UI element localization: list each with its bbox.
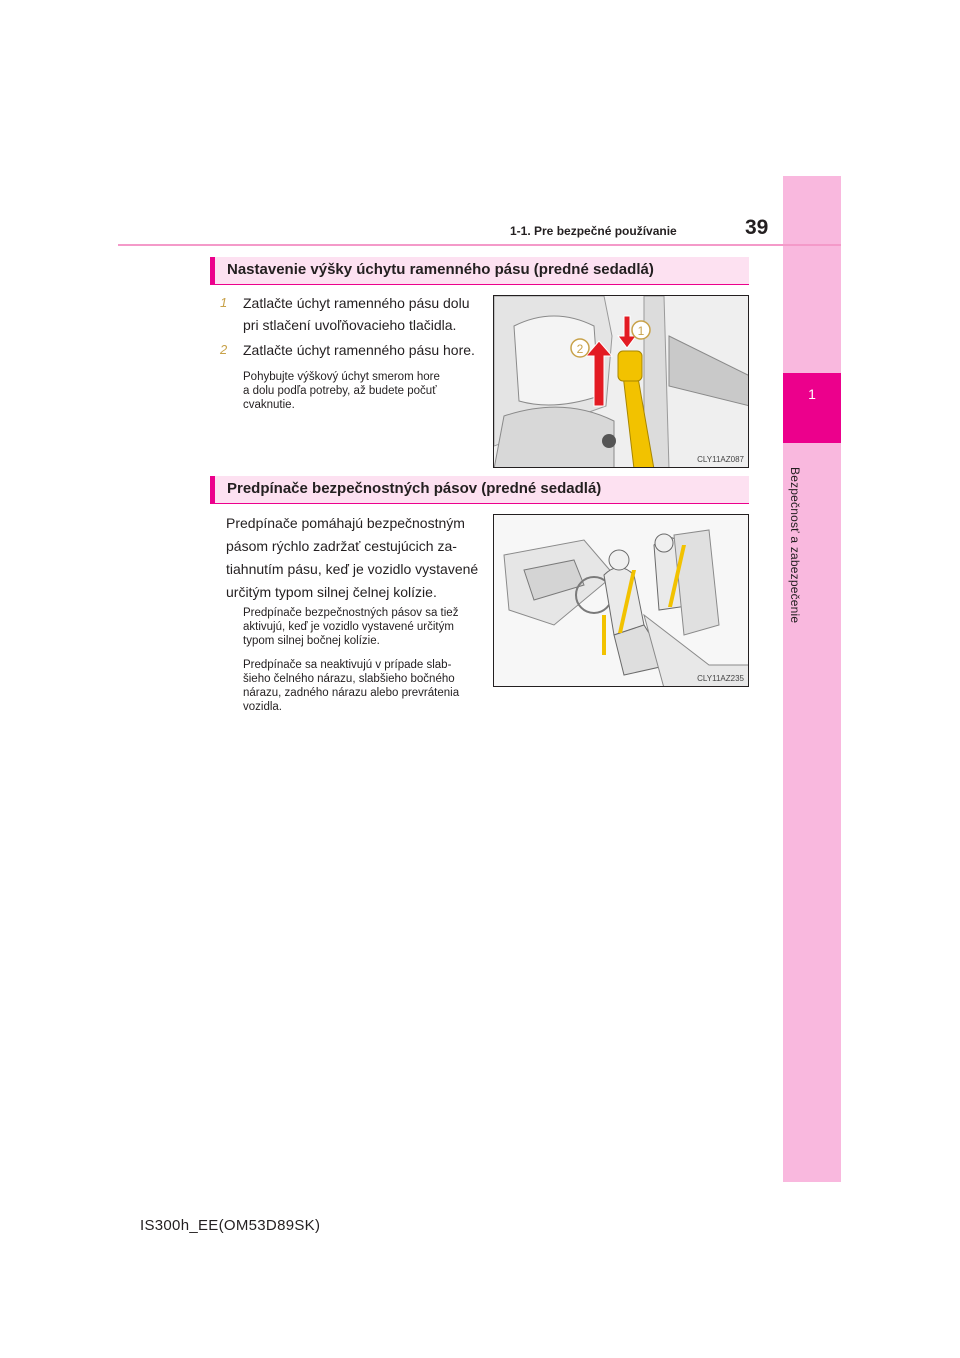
note-line: cvaknutie.	[243, 399, 295, 411]
shoulder-anchor-illustration	[493, 295, 749, 468]
paragraph-line: určitým typom silnej čelnej kolízie.	[226, 584, 437, 600]
pretensioner-illustration	[493, 514, 749, 687]
image-code: CLY11AZ087	[697, 455, 744, 464]
image-code: CLY11AZ235	[697, 674, 744, 683]
note	[243, 370, 483, 412]
pretensioner-drawing	[494, 515, 749, 687]
note-line: Predpínače sa neaktivujú v prípade slab-	[243, 659, 452, 671]
section-heading: Predpínače bezpečnostných pásov (predné sedadlá)	[227, 480, 602, 497]
step-text: Zatlačte úchyt ramenného pásu hore.	[243, 342, 475, 358]
note-line: Pohybujte výškový úchyt smerom hore	[243, 371, 440, 383]
note-line: vozidla.	[243, 701, 282, 713]
callout-2: 2	[576, 342, 584, 356]
note-line: nárazu, zadného nárazu alebo prevrátenia	[243, 687, 460, 699]
side-band	[783, 176, 841, 1182]
header-rule	[118, 244, 841, 246]
step-text-line: pri stlačení uvoľňovacieho tlačidla.	[243, 317, 457, 333]
page-number: 39	[745, 216, 769, 239]
paragraph-line: pásom rýchlo zadržať cestujúcich za-	[226, 538, 457, 554]
chapter-label: Bezpečnosť a zabezpečenie	[788, 466, 802, 624]
note-line: šieho čelného nárazu, slabšieho bočného	[243, 673, 455, 685]
step-number: 2	[220, 342, 228, 357]
chapter-tab	[783, 373, 841, 443]
section-heading-bar	[210, 476, 749, 504]
note-line: aktivujú, keď je vozidlo vystavené určitým	[243, 621, 454, 633]
note-line: typom silnej bočnej kolízie.	[243, 635, 380, 647]
note	[243, 606, 488, 648]
model-code: IS300h_EE(OM53D89SK)	[140, 1217, 321, 1234]
paragraph-line: tiahnutím pásu, keď je vozidlo vystavené	[226, 561, 479, 577]
callout-1: 1	[637, 324, 645, 338]
section-heading: Nastavenie výšky úchytu ramenného pásu (predné sedadlá)	[227, 261, 654, 278]
paragraph-line: Predpínače pomáhajú bezpečnostným	[226, 515, 465, 531]
note-line: Predpínače bezpečnostných pásov sa tiež	[243, 607, 459, 619]
section-heading-bar	[210, 257, 749, 285]
note	[243, 658, 488, 714]
section-title: 1-1. Pre bezpečné používanie	[510, 224, 677, 238]
note-line: a dolu podľa potreby, až budete počuť	[243, 385, 437, 397]
chapter-number: 1	[808, 386, 816, 402]
paragraph	[226, 512, 488, 604]
step-text	[243, 292, 488, 336]
step-number: 1	[220, 295, 228, 310]
shoulder-anchor-drawing	[494, 296, 749, 468]
step-text-line: Zatlačte úchyt ramenného pásu dolu	[243, 295, 470, 311]
